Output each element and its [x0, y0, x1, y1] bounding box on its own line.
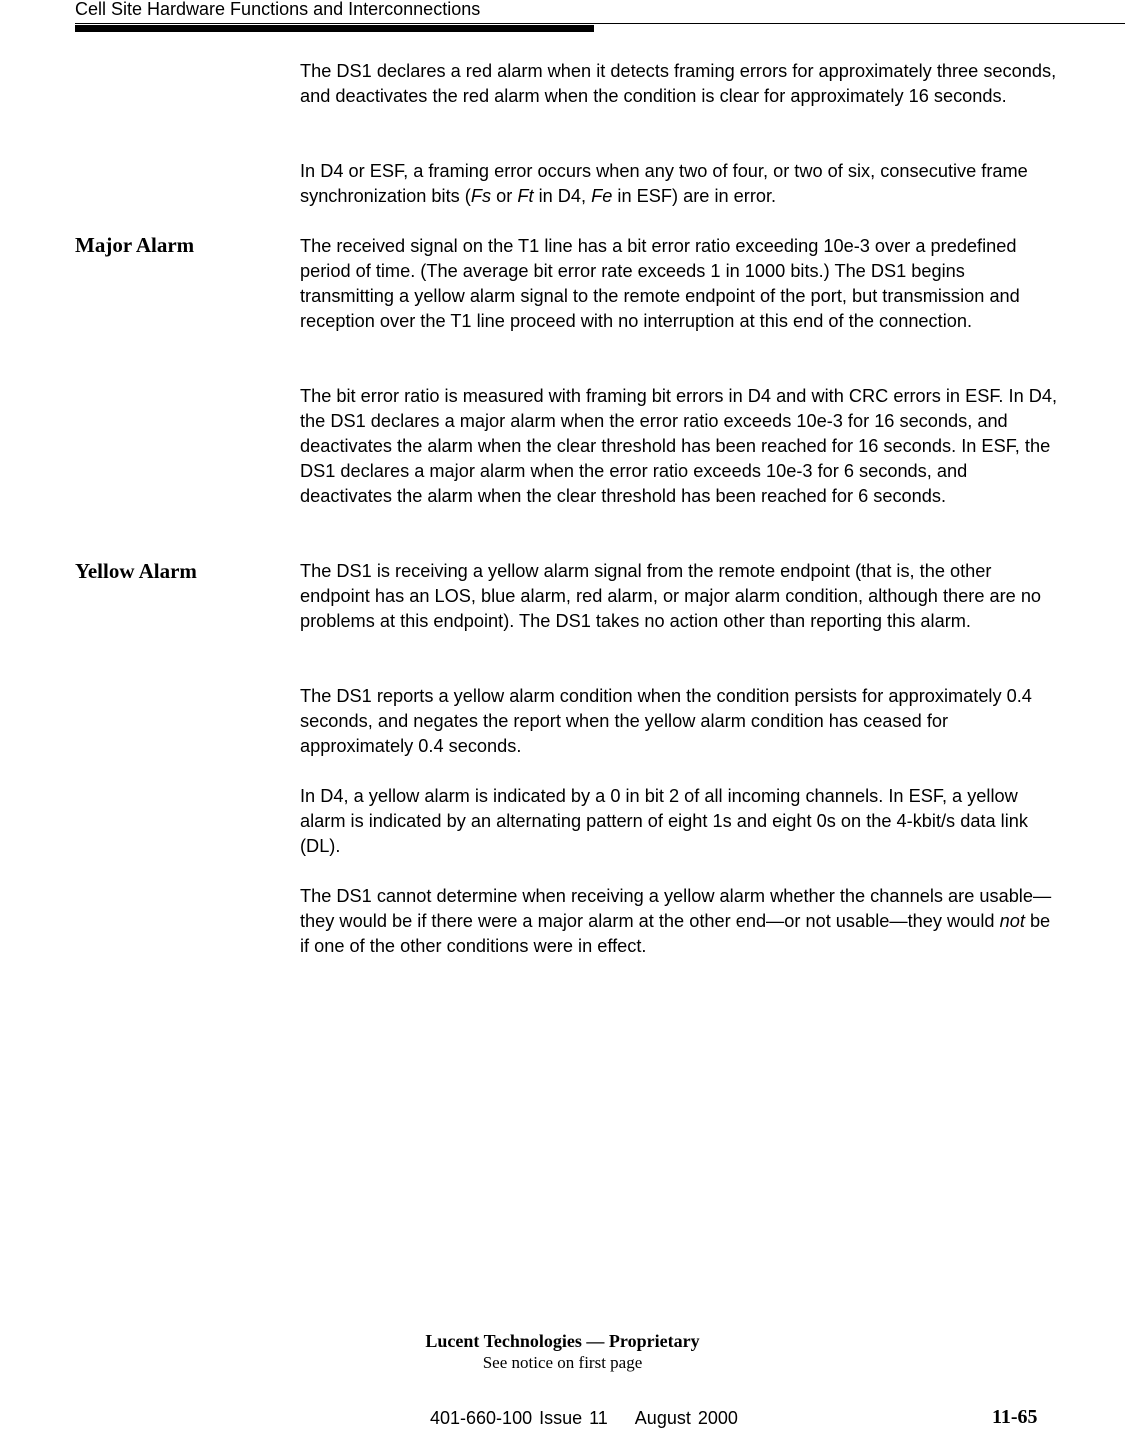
header-rule: [75, 23, 1125, 24]
ft-term: Ft: [517, 186, 534, 206]
text-run: or: [491, 186, 518, 206]
red-alarm-paragraph-2: [300, 159, 1060, 209]
major-alarm-paragraph-2: The bit error ratio is measured with framing bit errors in D4 and with CRC errors in ESF. In D4, the DS1 declares a major alarm when the error ratio exceeds 10e-3 for 16 seconds, and deactivates the alarm when the clear threshold has been reached for 16 seconds. In ESF, the DS1 declares a major alarm when the error ratio exceeds 10e-3 for 6 seconds, and deactivates the alarm when the clear threshold has been reached for 6 seconds.: [300, 386, 1058, 506]
yellow-alarm-heading: Yellow Alarm: [75, 559, 197, 583]
yellow-alarm-paragraph-3: In D4, a yellow alarm is indicated by a 0 in bit 2 of all incoming channels. In ESF, a yellow alarm is indicated by an alternating pattern of eight 1s and eight 0s on the 4-kbit/s data link (DL).: [300, 786, 1028, 856]
yellow-alarm-paragraph-4: [300, 884, 1060, 959]
text-run: The DS1 cannot determine when receiving a yellow alarm whether the channels are usable—they would be if there were a major alarm at the other end—or not usable—they would: [300, 886, 1052, 931]
footer-page-number: 11-65: [992, 1406, 1038, 1428]
text-run: In D4 or ESF, a framing error occurs when any two of four, or two of six, consecutive frame synchronization bits (: [300, 161, 1028, 206]
major-alarm-heading: Major Alarm: [75, 233, 195, 257]
footer-company: Lucent Technologies — Proprietary: [425, 1331, 700, 1351]
footer-document-id: 401-660-100 Issue 11 August 2000: [430, 1408, 738, 1428]
text-run: in D4,: [533, 186, 592, 206]
fe-term: Fe: [591, 186, 613, 206]
footer-notice: See notice on first page: [482, 1353, 643, 1372]
yellow-alarm-paragraph-2: The DS1 reports a yellow alarm condition when the condition persists for approximately 0.4 seconds, and negates the report when the yellow alarm condition has ceased for approximately 0.4 seconds.: [300, 686, 1032, 756]
major-alarm-paragraph-1: The received signal on the T1 line has a bit error ratio exceeding 10e-3 over a predefined period of time. (The average bit error rate exceeds 1 in 1000 bits.) The DS1 begins transmitting a yellow alarm signal to the remote endpoint of the port, but transmission and reception over the T1 line proceed with no interruption at this end of the connection.: [300, 236, 1020, 331]
emphasis-not: not: [999, 911, 1025, 931]
header-rule-bar: [75, 25, 594, 32]
fs-term: Fs: [470, 186, 492, 206]
yellow-alarm-paragraph-1: The DS1 is receiving a yellow alarm signal from the remote endpoint (that is, the other endpoint has an LOS, blue alarm, red alarm, or major alarm condition, although there are no problems at this endpoint). The DS1 takes no action other than reporting this alarm.: [300, 561, 1042, 631]
red-alarm-paragraph-1: The DS1 declares a red alarm when it detects framing errors for approximately three seconds, and deactivates the red alarm when the condition is clear for approximately 16 seconds.: [300, 61, 1057, 106]
text-run: be if one of the other conditions were in effect.: [300, 911, 1051, 956]
header-title: Cell Site Hardware Functions and Interconnections: [75, 0, 481, 19]
text-run: in ESF) are in error.: [612, 186, 777, 206]
